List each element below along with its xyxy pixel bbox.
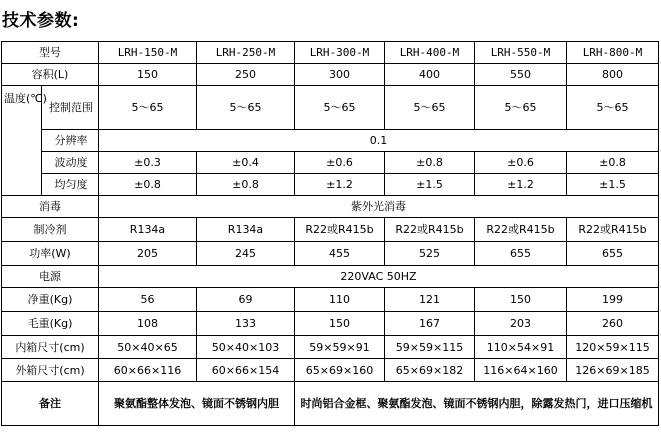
table-row-resolution <box>2 130 659 152</box>
value-cell: R134a <box>197 218 295 242</box>
value-cell: ±0.4 <box>197 152 295 174</box>
row-label-model: 型号 <box>2 42 99 64</box>
value-cell: 250 <box>197 64 295 86</box>
value-cell: 121 <box>385 288 475 312</box>
value-cell: ±0.6 <box>475 152 567 174</box>
value-cell: 60×66×154 <box>197 359 295 382</box>
row-label-temperature: 温度(℃) <box>2 86 42 196</box>
value-cell: 455 <box>295 242 385 266</box>
value-cell: 5～65 <box>295 86 385 130</box>
value-cell: 59×59×115 <box>385 336 475 359</box>
value-cell: 245 <box>197 242 295 266</box>
value-cell: 5～65 <box>475 86 567 130</box>
row-label-disinfection: 消毒 <box>2 196 99 218</box>
table-row-refrigerant <box>2 218 659 242</box>
value-cell: ±1.2 <box>475 174 567 196</box>
value-cell: R22或R415b <box>567 218 659 242</box>
page-title: 技术参数: <box>2 11 80 31</box>
value-cell: 300 <box>295 64 385 86</box>
table-row-fluctuation <box>2 152 659 174</box>
value-cell: 260 <box>567 312 659 336</box>
value-cell: 110×54×91 <box>475 336 567 359</box>
row-label-supply: 电源 <box>2 266 99 288</box>
value-cell-merged: 220VAC 50HZ <box>99 266 659 288</box>
value-cell-merged: 0.1 <box>99 130 659 152</box>
value-cell: 56 <box>99 288 197 312</box>
value-cell: ±1.2 <box>295 174 385 196</box>
table-row-uniformity <box>2 174 659 196</box>
table-row-outer-size <box>2 359 659 382</box>
value-cell: 655 <box>567 242 659 266</box>
row-label-resolution: 分辨率 <box>42 130 99 152</box>
value-cell: R134a <box>99 218 197 242</box>
value-cell: ±0.8 <box>99 174 197 196</box>
model-cell: LRH-300-M <box>295 42 385 64</box>
model-cell: LRH-150-M <box>99 42 197 64</box>
value-cell-merged: 紫外光消毒 <box>99 196 659 218</box>
value-cell: 69 <box>197 288 295 312</box>
table-row-disinfection <box>2 196 659 218</box>
value-cell: 150 <box>99 64 197 86</box>
value-cell: R22或R415b <box>385 218 475 242</box>
value-cell: 203 <box>475 312 567 336</box>
value-cell: 205 <box>99 242 197 266</box>
value-cell: 5～65 <box>567 86 659 130</box>
row-label-volume: 容积(L) <box>2 64 99 86</box>
row-label-temperature-range: 控制范围 <box>42 86 99 130</box>
value-cell: 65×69×160 <box>295 359 385 382</box>
value-cell: 60×66×116 <box>99 359 197 382</box>
value-cell: ±0.8 <box>197 174 295 196</box>
row-label-refrigerant: 制冷剂 <box>2 218 99 242</box>
remarks-note-small-models: 聚氨酯整体发泡、镜面不锈钢内胆 <box>99 382 295 426</box>
model-cell: LRH-250-M <box>197 42 295 64</box>
value-cell: ±0.8 <box>385 152 475 174</box>
table-row-power <box>2 242 659 266</box>
table-row-inner-size <box>2 336 659 359</box>
table-row-remarks <box>2 382 659 426</box>
value-cell: 65×69×182 <box>385 359 475 382</box>
value-cell: 655 <box>475 242 567 266</box>
row-label-inner-size: 内箱尺寸(cm) <box>2 336 99 359</box>
value-cell: 800 <box>567 64 659 86</box>
remarks-note-large-models: 时尚铝合金框、聚氨酯发泡、镜面不锈钢内胆，除露发热门，进口压缩机 <box>295 382 659 426</box>
value-cell: R22或R415b <box>295 218 385 242</box>
row-label-power: 功率(W) <box>2 242 99 266</box>
value-cell: 108 <box>99 312 197 336</box>
value-cell: 5～65 <box>197 86 295 130</box>
model-cell: LRH-550-M <box>475 42 567 64</box>
value-cell: 5～65 <box>385 86 475 130</box>
value-cell: ±1.5 <box>385 174 475 196</box>
table-row-model <box>2 42 659 64</box>
row-label-fluctuation: 波动度 <box>42 152 99 174</box>
value-cell: 59×59×91 <box>295 336 385 359</box>
value-cell: 199 <box>567 288 659 312</box>
row-label-net-weight: 净重(Kg) <box>2 288 99 312</box>
value-cell: 116×64×160 <box>475 359 567 382</box>
value-cell: 550 <box>475 64 567 86</box>
row-label-gross-weight: 毛重(Kg) <box>2 312 99 336</box>
spec-table <box>1 41 659 426</box>
value-cell: 525 <box>385 242 475 266</box>
value-cell: ±0.3 <box>99 152 197 174</box>
table-row-temperature-range <box>2 86 659 130</box>
value-cell: 150 <box>475 288 567 312</box>
value-cell: 150 <box>295 312 385 336</box>
value-cell: 5～65 <box>99 86 197 130</box>
table-row-net-weight <box>2 288 659 312</box>
value-cell: ±1.5 <box>567 174 659 196</box>
model-cell: LRH-800-M <box>567 42 659 64</box>
value-cell: 50×40×65 <box>99 336 197 359</box>
row-label-remarks: 备注 <box>2 382 99 426</box>
value-cell: 133 <box>197 312 295 336</box>
row-label-outer-size: 外箱尺寸(cm) <box>2 359 99 382</box>
value-cell: 167 <box>385 312 475 336</box>
value-cell: 120×59×115 <box>567 336 659 359</box>
value-cell: ±0.6 <box>295 152 385 174</box>
value-cell: 110 <box>295 288 385 312</box>
table-row-gross-weight <box>2 312 659 336</box>
value-cell: 400 <box>385 64 475 86</box>
value-cell: ±0.8 <box>567 152 659 174</box>
value-cell: R22或R415b <box>475 218 567 242</box>
row-label-uniformity: 均匀度 <box>42 174 99 196</box>
value-cell: 50×40×103 <box>197 336 295 359</box>
model-cell: LRH-400-M <box>385 42 475 64</box>
table-row-supply <box>2 266 659 288</box>
table-row-volume <box>2 64 659 86</box>
value-cell: 126×69×185 <box>567 359 659 382</box>
